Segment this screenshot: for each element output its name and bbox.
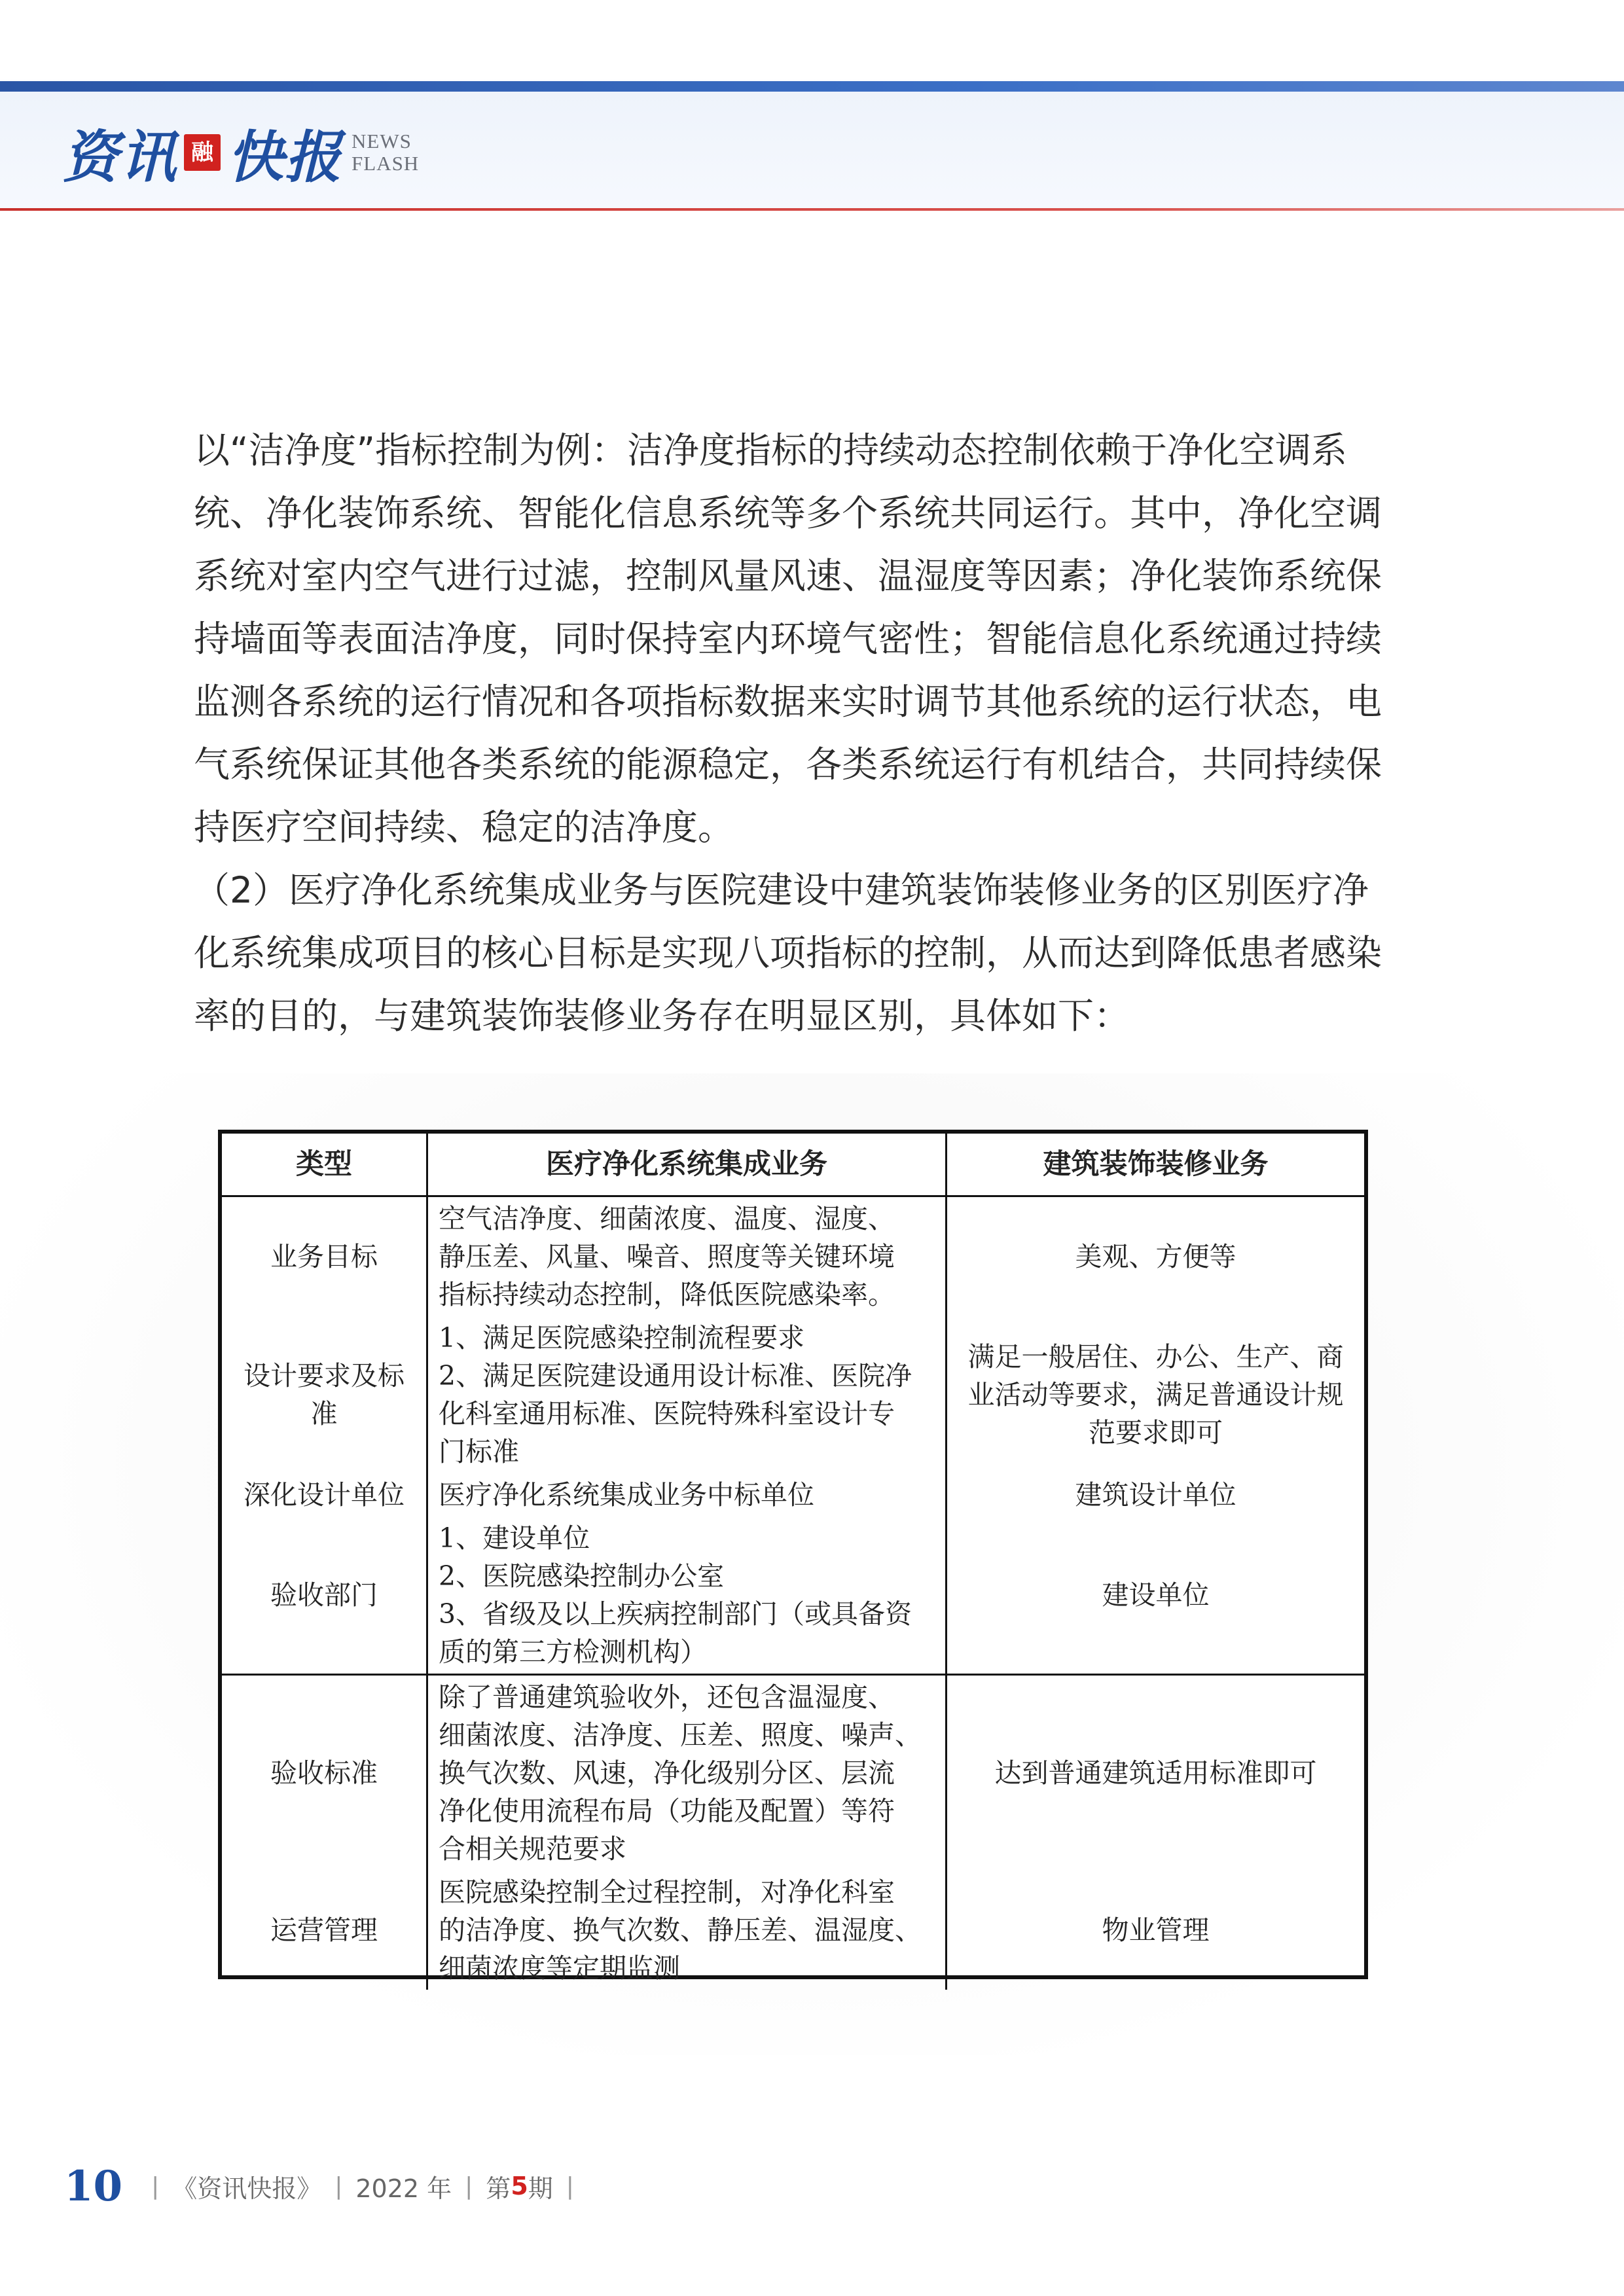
footer-divider: | <box>151 2172 160 2200</box>
logo-seal-icon: 融 <box>184 134 221 171</box>
row-decoration: 物业管理 <box>1102 1914 1210 1946</box>
comparison-table-grid <box>222 1134 1364 1990</box>
cell-line: 化科室通用标准、医院特殊科室设计专 <box>439 1398 895 1429</box>
page-footer <box>64 2160 587 2212</box>
issue-prefix: 第 <box>486 2174 511 2203</box>
cell-line: 3、省级及以上疾病控制部门（或具备资 <box>439 1598 912 1630</box>
cell-line: 空气洁净度、细菌浓度、温度、湿度、 <box>439 1203 895 1234</box>
table-row <box>222 1316 1364 1473</box>
cell-line: 医疗净化系统集成业务中标单位 <box>439 1479 814 1511</box>
row-type: 业务目标 <box>222 1196 427 1317</box>
issue-number: 5 <box>511 2172 528 2200</box>
table-header-row <box>222 1134 1364 1196</box>
cell-line: 1、满足医院感染控制流程要求 <box>439 1322 805 1354</box>
cell-line: 净化使用流程布局（功能及配置）等符 <box>439 1795 895 1827</box>
row-decoration: 建设单位 <box>1102 1579 1210 1611</box>
logo-english <box>352 130 419 175</box>
cell-line: 合相关规范要求 <box>439 1833 626 1865</box>
row-type: 验收标准 <box>222 1675 427 1871</box>
header-medical: 医疗净化系统集成业务 <box>427 1134 947 1196</box>
table-row <box>222 1473 1364 1516</box>
footer-divider: | <box>334 2172 343 2200</box>
row-medical <box>427 1675 947 1871</box>
logo-title-left: 资讯 <box>62 124 177 190</box>
cell-line: 2、医院感染控制办公室 <box>439 1560 725 1592</box>
body-text <box>194 419 1398 1047</box>
row-medical <box>427 1196 947 1317</box>
cell-line: 细菌浓度、洁净度、压差、照度、噪声、 <box>439 1719 922 1751</box>
row-decoration: 达到普通建筑适用标准即可 <box>947 1675 1365 1871</box>
cell-line: 1、建设单位 <box>439 1522 590 1554</box>
row-medical <box>427 1316 947 1473</box>
logo-en-news: NEWS <box>352 130 412 152</box>
footer-divider: | <box>465 2172 473 2200</box>
row-medical <box>427 1516 947 1675</box>
row-decoration: 美观、方便等 <box>1075 1241 1236 1272</box>
header-type: 类型 <box>222 1134 427 1196</box>
paragraph-comparison: （2）医疗净化系统集成业务与医院建设中建筑装饰装修业务的区别医疗净化系统集成项目的核心目标是实现八项指标的控制，从而达到降低患者感染率的目的，与建筑装饰装修业务存在明显区别，具体如下： <box>194 869 1382 1037</box>
page-number: 10 <box>64 2161 123 2211</box>
cell-line: 除了普通建筑验收外，还包含温湿度、 <box>439 1681 895 1713</box>
row-type: 验收部门 <box>222 1516 427 1675</box>
masthead-logo <box>62 117 419 188</box>
publication-name: 《资讯快报》 <box>172 2174 322 2203</box>
cell-line: 换气次数、风速，净化级别分区、层流 <box>439 1757 895 1789</box>
logo-title-right: 快报 <box>227 124 342 190</box>
row-decoration: 建筑设计单位 <box>1075 1479 1236 1511</box>
comparison-table <box>218 1130 1368 1984</box>
row-type: 设计要求及标准 <box>222 1316 427 1473</box>
cell-line: 2、满足医院建设通用设计标准、医院净 <box>439 1360 912 1391</box>
cell-line: 医院感染控制全过程控制，对净化科室 <box>439 1876 895 1908</box>
row-decoration: 满足一般居住、办公、生产、商业活动等要求，满足普通设计规范要求即可 <box>967 1341 1344 1448</box>
cell-line: 的洁净度、换气次数、静压差、温湿度、 <box>439 1914 922 1946</box>
paragraph-cleanliness: 以“洁净度”指标控制为例：洁净度指标的持续动态控制依赖于净化空调系统、净化装饰系统、智能化信息系统等多个系统共同运行。其中，净化空调系统对室内空气进行过滤，控制风量风速、温湿度等因素；净化装饰系统保持墙面等表面洁净度，同时保持室内环境气密性；智能信息化系统通过持续监测各系统的运行情况和各项指标数据来实时调节其他系统的运行状态，电气系统保证其他各类系统的能源稳定，各类系统运行有机结合，共同持续保持医疗空间持续、稳定的洁净度。 <box>194 429 1382 848</box>
row-type: 运营管理 <box>222 1871 427 1990</box>
cell-line: 静压差、风量、噪音、照度等关键环境 <box>439 1241 895 1272</box>
publication-year: 2022 年 <box>355 2174 452 2203</box>
row-type: 深化设计单位 <box>222 1473 427 1516</box>
issue-suffix: 期 <box>528 2174 553 2203</box>
row-medical <box>427 1871 947 1990</box>
header-top-rule <box>0 81 1624 92</box>
cell-line: 细菌浓度等定期监测 <box>439 1952 680 1984</box>
table-row <box>222 1871 1364 1990</box>
logo-en-flash: FLASH <box>352 152 420 175</box>
footer-divider: | <box>566 2172 574 2200</box>
row-medical <box>427 1473 947 1516</box>
cell-line: 质的第三方检测机构） <box>439 1636 707 1668</box>
table-row <box>222 1196 1364 1317</box>
header-decoration: 建筑装饰装修业务 <box>947 1134 1365 1196</box>
header-bottom-rule <box>0 208 1624 211</box>
cell-line: 门标准 <box>439 1436 519 1467</box>
table-row <box>222 1516 1364 1675</box>
cell-line: 指标持续动态控制，降低医院感染率。 <box>439 1279 895 1310</box>
table-row <box>222 1675 1364 1871</box>
